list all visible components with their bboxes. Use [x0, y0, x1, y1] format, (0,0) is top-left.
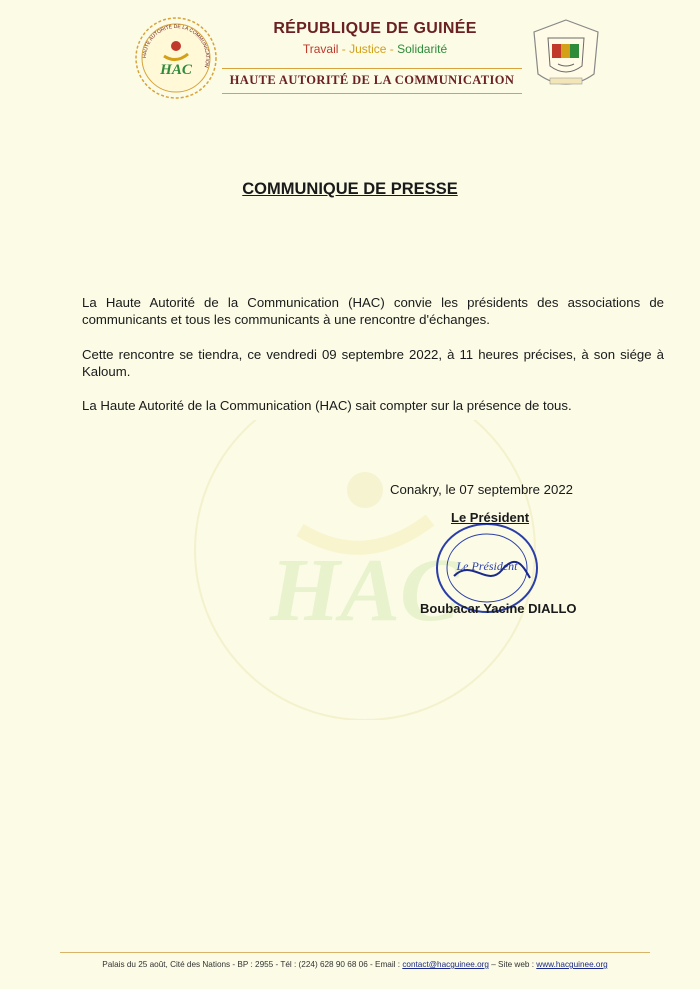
body-paragraph: La Haute Autorité de la Communication (HAC) convie les présidents des associations de communicants et tous les communicants à une rencontre d'échanges. [82, 295, 664, 327]
svg-text:HAC: HAC [269, 541, 461, 640]
national-motto [230, 42, 520, 56]
svg-text:HAUTE AUTORITÉ DE LA COMMUNICA: HAUTE AUTORITÉ DE LA COMMUNICATION [141, 23, 211, 69]
footer-contact [60, 960, 650, 969]
footer-email-link[interactable]: contact@hacguinee.org [402, 960, 489, 969]
guinea-coat-of-arms-icon [528, 16, 604, 96]
body-paragraph: Cette rencontre se tiendra, ce vendredi 09 septembre 2022, à 11 heures précises, à son siége à Kaloum. [82, 347, 664, 379]
footer-site-label: – Site web : [488, 960, 537, 969]
motto-separator: - [338, 42, 350, 56]
document-title: COMMUNIQUE DE PRESSE [242, 180, 458, 198]
signer-name: Boubacar Yacine DIALLO [420, 601, 577, 616]
place-and-date: Conakry, le 07 septembre 2022 [390, 482, 574, 497]
authority-name: HAUTE AUTORITÉ DE LA COMMUNICATION [229, 73, 515, 87]
svg-text:HAC: HAC [160, 62, 192, 78]
svg-text:Le Président: Le Président [456, 559, 518, 573]
footer-website-link[interactable]: www.hacguinee.org [536, 960, 608, 969]
motto-word-work: Travail [302, 42, 339, 56]
motto-word-justice: Justice [349, 42, 387, 56]
republic-title: RÉPUBLIQUE DE GUINÉE [273, 20, 477, 37]
body-paragraph: La Haute Autorité de la Communication (HAC) sait compter sur la présence de tous. [82, 398, 572, 413]
president-label: Le Président [451, 510, 530, 525]
motto-word-solidarity: Solidarité [397, 42, 448, 56]
footer-address: Palais du 25 août, Cité des Nations - BP : 2955 - Tél : (224) 628 90 68 06 - Email : [102, 960, 403, 969]
footer-divider [60, 952, 650, 953]
hac-logo [134, 16, 218, 100]
motto-separator: - [386, 42, 398, 56]
